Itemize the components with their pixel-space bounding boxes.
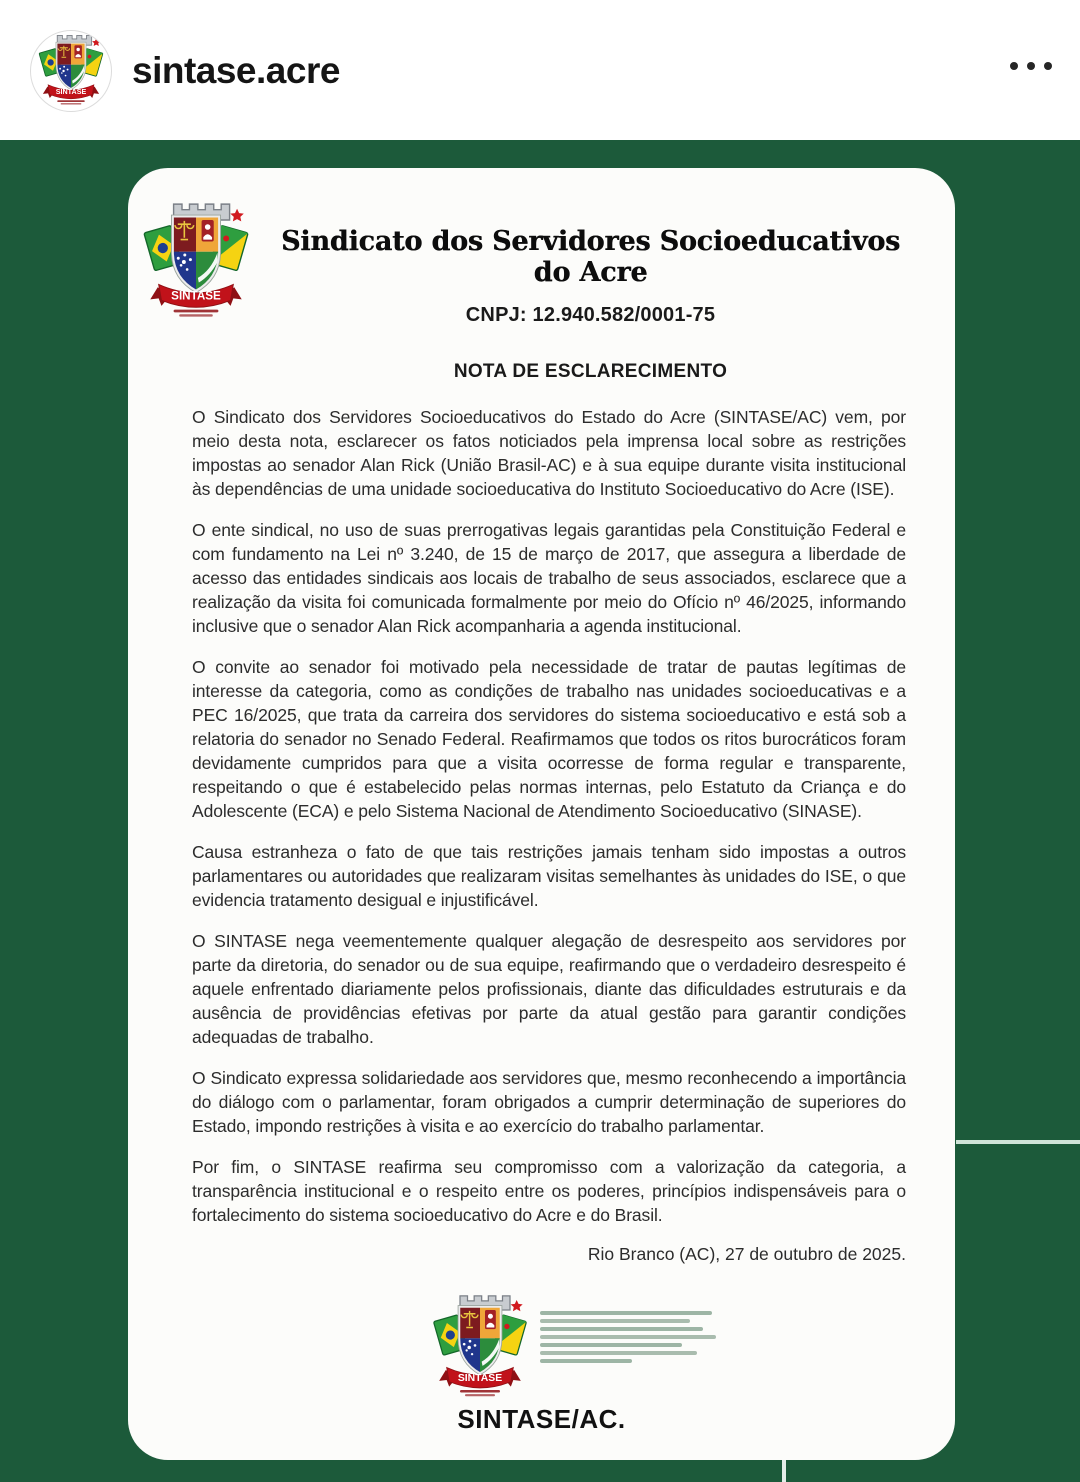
profile-username[interactable]: sintase.acre: [132, 50, 340, 91]
paragraph: Causa estranheza o fato de que tais restrições jamais tenham sido impostas a outros parlamentares ou autoridades que realizaram visitas semelhantes às unidades do ISE, o que evidencia tratamento desigual e injustificável.: [192, 842, 906, 910]
dot-icon: [1044, 62, 1052, 70]
paragraph: O SINTASE nega veementemente qualquer alegação de desrespeito aos servidores por parte da diretoria, do senador ou de sua equipe, reafirmando que o verdadeiro desrespeito é aquele enfrentado diariamente pelos profissionais, diante das dificuldades estruturais e da ausência de providências efetivas por parte da atual gestão para garantir condições adequadas de trabalho.: [192, 931, 906, 1047]
document-footer: [128, 1285, 955, 1410]
note-body: [192, 405, 906, 1227]
more-options-button[interactable]: [1010, 62, 1052, 70]
paragraph: O Sindicato expressa solidariedade aos servidores que, mesmo reconhecendo a importância do diálogo com o parlamentar, foram obrigados a cumprir determinação de superiores do Estado, impondo restrições à visita e ao exercício do trabalho parlamentar.: [192, 1068, 906, 1136]
dateline: Rio Branco (AC), 27 de outubro de 2025.: [587, 1244, 906, 1264]
profile-avatar[interactable]: [30, 30, 112, 112]
post-header: [0, 0, 1080, 140]
sintase-crest-logo: [140, 192, 252, 332]
scan-artifact-line-horizontal: [956, 1140, 1080, 1144]
paragraph: O ente sindical, no uso de suas prerrogativas legais garantidas pela Constituição Federal e com fundamento na Lei nº 3.240, de 15 de março de 2017, que assegura a liberdade de acesso das entidades sindicais aos locais de trabalho de seus associados, esclarece que a realização da visita foi comunicada formalmente por meio do Ofício nº 46/2025, informando inclusive que o senador Alan Rick acompanharia a agenda institucional.: [192, 520, 906, 636]
dot-icon: [1027, 62, 1035, 70]
organization-title: Sindicato dos Servidores Socioeducativos do Acre: [280, 226, 901, 288]
dot-icon: [1010, 62, 1018, 70]
note-title: NOTA DE ESCLARECIMENTO: [453, 361, 728, 382]
paragraph: O Sindicato dos Servidores Socioeducativos do Estado do Acre (SINTASE/AC) vem, por meio desta nota, esclarecer os fatos noticiados pela imprensa local sobre as restrições impostas ao senador Alan Rick (União Brasil-AC) e à sua equipe durante visita institucional às dependências de uma unidade socioeducativa do Instituto Socioeducativo do Acre (ISE).: [192, 407, 906, 499]
document-card: [128, 168, 955, 1460]
document-letterhead: [266, 226, 915, 327]
scan-artifact-line-vertical: [782, 1457, 786, 1482]
signature-name: SINTASE/AC.: [457, 1404, 626, 1434]
sintase-crest-logo: [430, 1285, 530, 1410]
digital-signature-smallprint: [540, 1311, 716, 1363]
paragraph: O convite ao senador foi motivado pela necessidade de tratar de pautas legítimas de interesse da categoria, como as condições de trabalho nas unidades socioeducativas e a PEC 16/2025, que trata da carreira dos servidores do sistema socioeducativo e está sob a relatoria do senador no Senado Federal. Reafirmamos que todos os ritos burocráticos foram devidamente cumpridos para que a visita ocorresse de forma regular e transparente, respeitando o que é estabelecido pelas normas internas, pelo Estatuto da Criança e do Adolescente (ECA) e pelo Sistema Nacional de Atendimento Socioeducativo (SINASE).: [192, 657, 906, 821]
sintase-crest-icon: [36, 30, 106, 112]
cnpj-line: CNPJ: 12.940.582/0001-75: [465, 304, 716, 326]
paragraph: Por fim, o SINTASE reafirma seu compromisso com a valorização da categoria, a transparência institucional e o respeito entre os poderes, princípios indispensáveis para o fortalecimento do sistema socioeducativo do Acre e do Brasil.: [192, 1157, 906, 1225]
